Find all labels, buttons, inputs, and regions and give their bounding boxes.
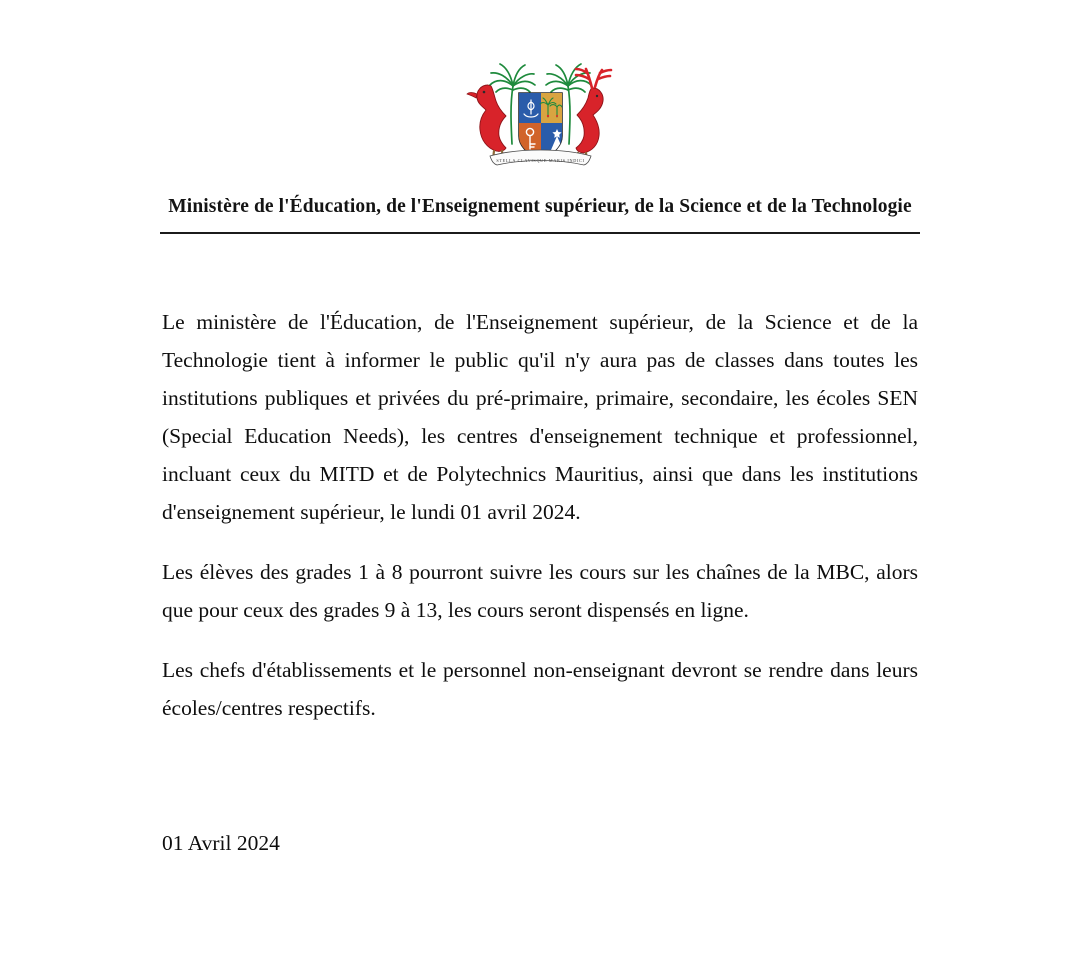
paragraph-2: Les élèves des grades 1 à 8 pourront suivre les cours sur les chaînes de la MBC, alors que pour ceux des grades 9 à 13, les cours seront dispensés en ligne. (162, 560, 918, 622)
page-title: Ministère de l'Éducation, de l'Enseignement supérieur, de la Science et de la Technologie (168, 196, 912, 217)
body-text (162, 303, 918, 727)
svg-text:STELLA CLAVISQUE MARIS INDICI: STELLA CLAVISQUE MARIS INDICI (495, 157, 585, 163)
coat-of-arms-icon (458, 52, 623, 174)
quarter-palms (541, 93, 562, 123)
crest-container (0, 50, 1080, 175)
paragraph-1: Le ministère de l'Éducation, de l'Enseignement supérieur, de la Science et de la Technologie tient à informer le public qu'il n'y aura pas de classes dans toutes les institutions publiques et privées du pré-primaire, primaire, secondaire, les écoles SEN (Special Education Needs), les centres d'enseignement technique et professionnel, incluant ceux du MITD et de Polytechnics Mauritius, ainsi que dans les institutions d'enseignement supérieur, le lundi 01 avril 2024. (162, 310, 918, 524)
header-divider (160, 232, 920, 234)
deer-supporter-icon (576, 69, 611, 160)
motto-scroll (490, 150, 591, 165)
document-date: 01 Avril 2024 (162, 831, 280, 855)
paragraph-3: Les chefs d'établissements et le personnel non-enseignant devront se rendre dans leurs écoles/centres respectifs. (162, 658, 918, 720)
dodo-supporter-icon (467, 85, 506, 159)
quarter-ship (519, 93, 541, 123)
